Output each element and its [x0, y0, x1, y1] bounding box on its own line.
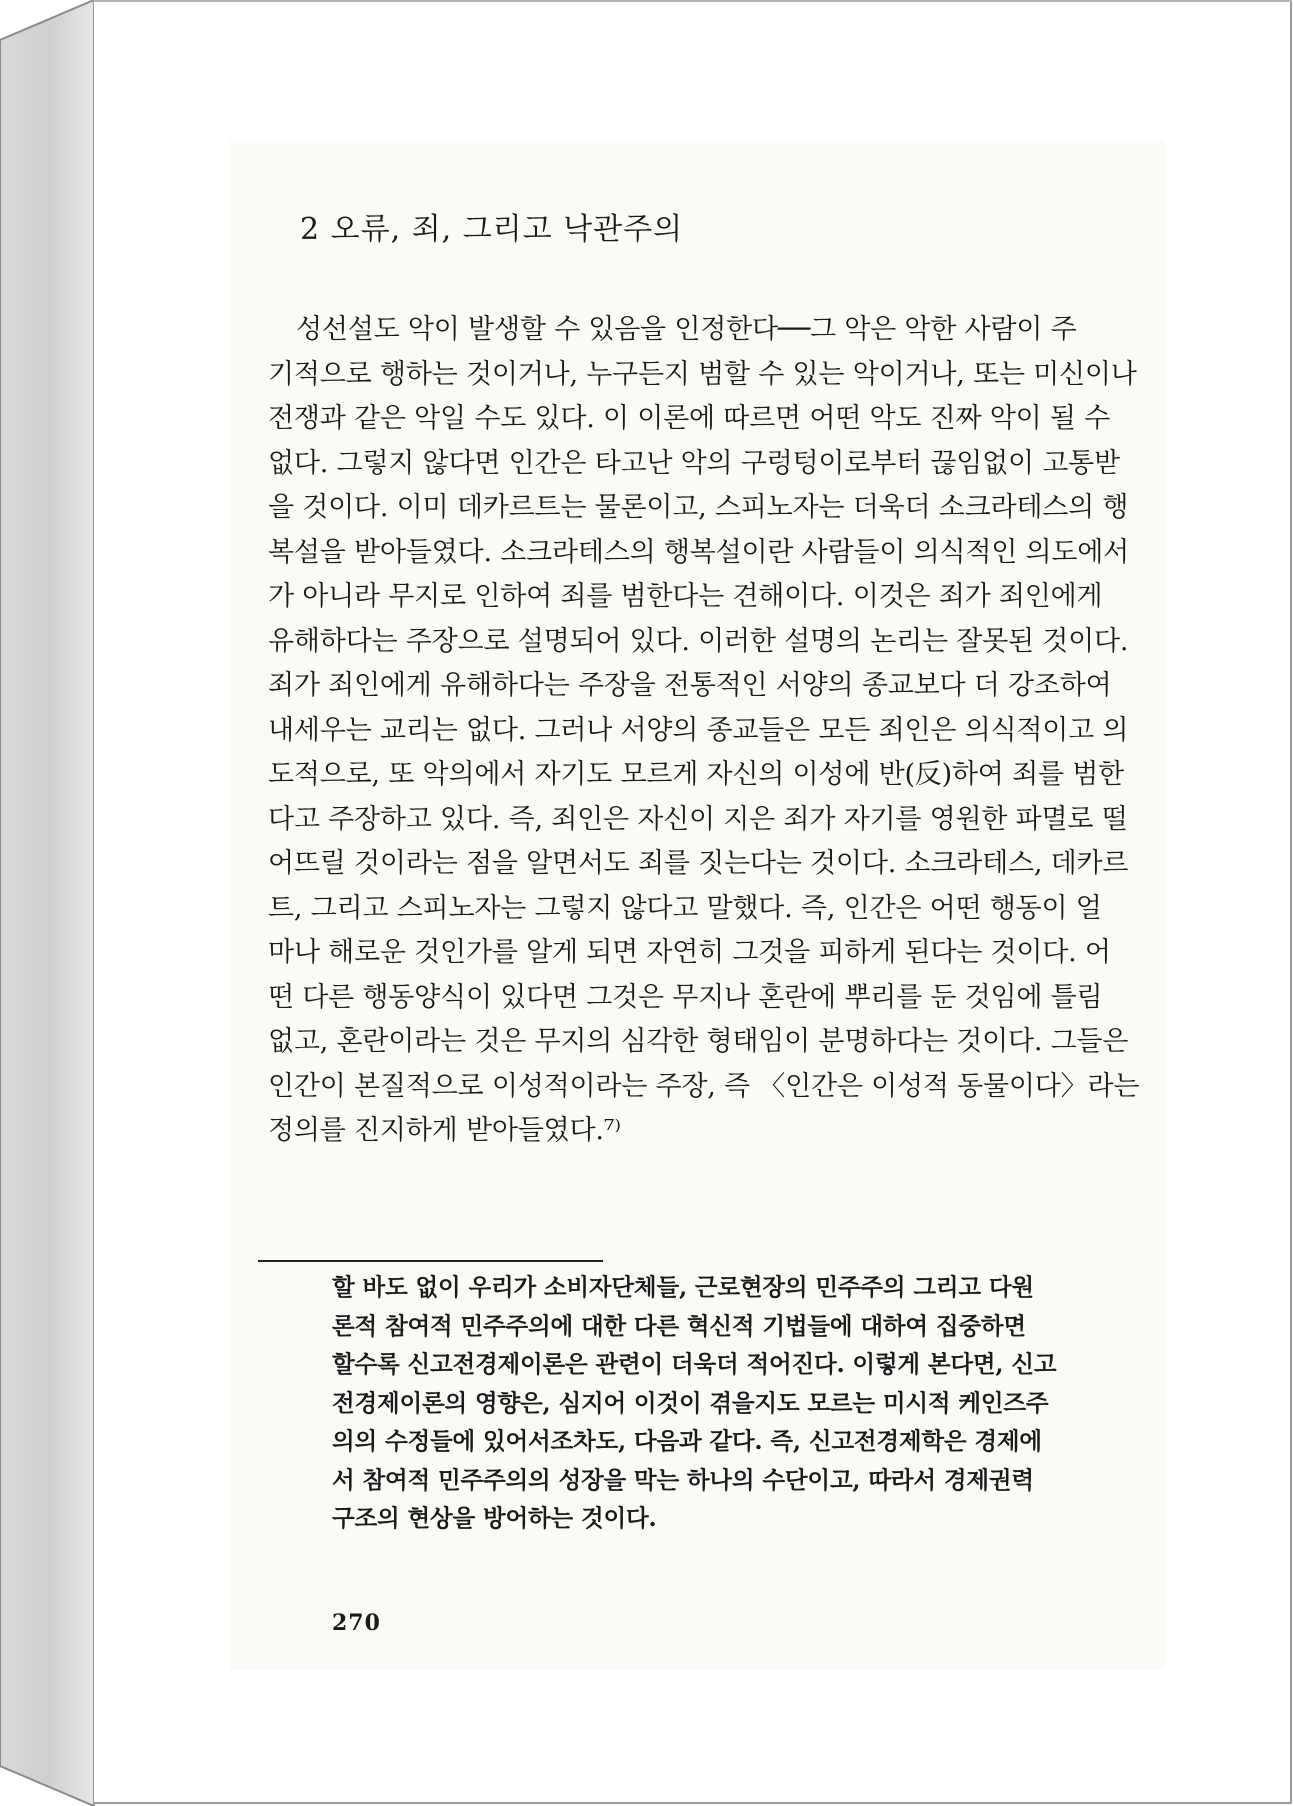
body-line: 기적으로 행하는 것이거나, 누구든지 범할 수 있는 악이거나, 또는 미신이나: [268, 358, 1137, 390]
body-line: 내세우는 교리는 없다. 그러나 서양의 종교들은 모든 죄인은 의식적이고 의: [268, 714, 1129, 746]
body-line: 트, 그리고 스피노자는 그렇지 않다고 말했다. 즉, 인간은 어떤 행동이 얼: [268, 892, 1102, 924]
book-spine: [0, 0, 100, 1806]
body-line: 인간이 본질적으로 이성적이라는 주장, 즉 〈인간은 이성적 동물이다〉라는: [268, 1070, 1140, 1102]
footnote-line: 의의 수정들에 있어서조차도, 다음과 같다. 즉, 신고전경제학은 경제에: [332, 1427, 1042, 1455]
body-line: 복설을 받아들였다. 소크라테스의 행복설이란 사람들이 의식적인 의도에서: [268, 536, 1130, 568]
body-line: 가 아니라 무지로 인하여 죄를 범한다는 견해이다. 이것은 죄가 죄인에게: [268, 581, 1103, 612]
body-line: 어뜨릴 것이라는 점을 알면서도 죄를 짓는다는 것이다. 소크라테스, 데카르: [268, 848, 1129, 879]
body-line: 도적으로, 또 악의에서 자기도 모르게 자신의 이성에 반(反)하여 죄를 범한: [268, 759, 1124, 790]
body-line: 정의를 진지하게 받아들였다.⁷⁾: [268, 1115, 621, 1146]
footnote-line: 전경제이론의 영향은, 심지어 이것이 겪을지도 모르는 미시적 케인즈주: [332, 1388, 1049, 1417]
footnote-divider: [258, 1260, 603, 1262]
body-line: 다고 주장하고 있다. 즉, 죄인은 자신이 지은 죄가 자기를 영원한 파멸로 떨: [268, 803, 1128, 835]
footnote-line: 할 바도 없이 우리가 소비자단체들, 근로현장의 민주주의 그리고 다원: [332, 1273, 1034, 1301]
body-line: 죄가 죄인에게 유해하다는 주장을 전통적인 서양의 종교보다 더 강조하여: [268, 670, 1112, 701]
body-line: 성선설도 악이 발생할 수 있음을 인정한다──그 악은 악한 사람이 주: [296, 314, 1077, 345]
footnote-line: 구조의 현상을 방어하는 것이다.: [332, 1504, 657, 1532]
body-line: 유해하다는 주장으로 설명되어 있다. 이러한 설명의 논리는 잘못된 것이다.: [268, 625, 1129, 657]
footnote: [332, 1268, 1142, 1538]
footnote-line: 론적 참여적 민주주의에 대한 다른 혁신적 기법들에 대하여 집중하면: [332, 1311, 1026, 1340]
body-line: 떤 다른 행동양식이 있다면 그것은 무지나 혼란에 뿌리를 둔 것임에 틀림: [268, 981, 1103, 1013]
body-line: 을 것이다. 이미 데카르트는 물론이고, 스피노자는 더욱더 소크라테스의 행: [268, 492, 1129, 523]
body-line: 없다. 그렇지 않다면 인간은 타고난 악의 구렁텅이로부터 끊임없이 고통받: [268, 447, 1120, 479]
page-top-edge: [94, 0, 1292, 2]
body-line: 마나 해로운 것인가를 알게 되면 자연히 그것을 피하게 된다는 것이다. 어: [268, 937, 1111, 968]
page-number: 270: [332, 1610, 381, 1636]
body-line: 없고, 혼란이라는 것은 무지의 심각한 형태임이 분명하다는 것이다. 그들은: [268, 1026, 1129, 1057]
body-line: 전쟁과 같은 악일 수도 있다. 이 이론에 따르면 어떤 악도 진짜 악이 될 수: [268, 403, 1111, 434]
footnote-line: 서 참여적 민주주의의 성장을 막는 하나의 수단이고, 따라서 경제권력: [332, 1465, 1034, 1494]
body-paragraph: [268, 308, 1138, 1154]
section-title: 2 오류, 죄, 그리고 낙관주의: [300, 212, 684, 247]
footnote-line: 할수록 신고전경제이론은 관련이 더욱더 적어진다. 이렇게 본다면, 신고: [332, 1350, 1057, 1378]
